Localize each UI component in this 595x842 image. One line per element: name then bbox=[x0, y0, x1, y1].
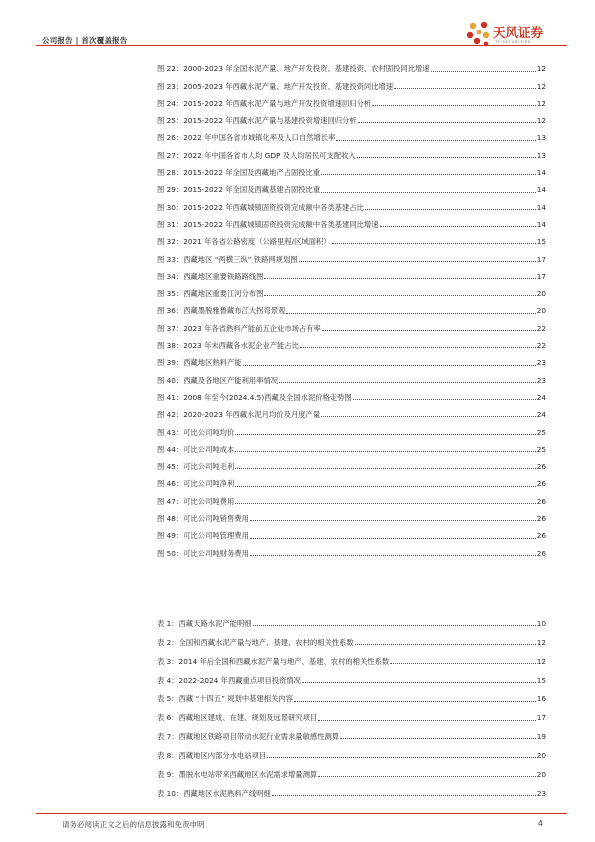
brand-name: 天风证券 bbox=[493, 25, 544, 40]
toc-entry-table-5[interactable] bbox=[157, 685, 546, 704]
toc-page-number: 17 bbox=[536, 271, 546, 281]
toc-page-number: 17 bbox=[536, 713, 546, 723]
dot-leader bbox=[279, 382, 536, 383]
toc-page-number: 15 bbox=[536, 675, 546, 685]
toc-page-number: 14 bbox=[536, 168, 546, 178]
toc-entry-figure-23[interactable] bbox=[157, 73, 546, 90]
dot-leader bbox=[318, 720, 536, 721]
dot-leader bbox=[340, 738, 536, 739]
toc-page-number: 26 bbox=[536, 531, 546, 541]
toc-entry-figure-22[interactable] bbox=[157, 56, 546, 73]
dot-leader bbox=[250, 555, 536, 556]
toc-page-number: 25 bbox=[536, 444, 546, 454]
toc-entry-figure-46[interactable] bbox=[157, 471, 546, 488]
toc-title: 表 9：墨脱水电站带来西藏地区水泥需求增量测算 bbox=[157, 770, 318, 780]
footer-disclaimer: 请务必阅读正文之后的信息披露和免责申明 bbox=[62, 820, 205, 829]
toc-title: 图 28：2015-2022 年全国及西藏地产占固投比重 bbox=[157, 168, 321, 178]
toc-page-number: 19 bbox=[536, 732, 546, 742]
toc-title: 图 24：2015-2022 年西藏水泥产量与地产开发投资增速回归分析 bbox=[157, 98, 372, 108]
toc-entry-figure-26[interactable] bbox=[157, 125, 546, 142]
toc-page-number: 12 bbox=[536, 64, 546, 74]
toc-page-number: 20 bbox=[536, 306, 546, 316]
toc-title: 图 23：2005-2023 年西藏水泥产量、地产开发投资、基建投资同比增速 bbox=[157, 81, 394, 91]
dot-leader bbox=[390, 663, 536, 664]
toc-title: 图 35：西藏地区重要江河分布图 bbox=[157, 289, 264, 299]
dot-leader bbox=[302, 682, 536, 683]
toc-title: 表 8：西藏地区内部分水电站项目 bbox=[157, 751, 267, 761]
dot-leader bbox=[321, 174, 536, 175]
brand-logo-icon bbox=[466, 20, 492, 48]
toc-title: 图 46：可比公司吨净利 bbox=[157, 479, 235, 489]
toc-entry-figure-47[interactable] bbox=[157, 488, 546, 505]
toc-title: 表 2：全国和西藏水泥产量与地产、基建、农村的相关性系数 bbox=[157, 637, 354, 647]
toc-page-number: 26 bbox=[536, 462, 546, 472]
footer-divider bbox=[36, 813, 567, 814]
toc-title: 表 1：西藏天路水泥产能明细 bbox=[157, 618, 252, 628]
toc-page-number: 16 bbox=[536, 694, 546, 704]
toc-entry-figure-41[interactable] bbox=[157, 385, 546, 402]
dot-leader bbox=[332, 243, 536, 244]
figure-list bbox=[157, 56, 546, 558]
toc-entry-figure-40[interactable] bbox=[157, 367, 546, 384]
toc-entry-table-8[interactable] bbox=[157, 741, 546, 760]
toc-title: 表 5：西藏 “十四五” 规划中基建相关内容 bbox=[157, 694, 293, 704]
dot-leader bbox=[394, 88, 536, 89]
toc-entry-table-1[interactable] bbox=[157, 609, 546, 628]
toc-title: 图 47：可比公司吨费用 bbox=[157, 496, 235, 506]
dot-leader bbox=[380, 226, 536, 227]
toc-entry-table-7[interactable] bbox=[157, 722, 546, 741]
toc-page-number: 26 bbox=[536, 496, 546, 506]
dot-leader bbox=[235, 486, 535, 487]
toc-page-number: 26 bbox=[536, 514, 546, 524]
toc-page-number: 20 bbox=[536, 770, 546, 780]
dot-leader bbox=[267, 757, 536, 758]
toc-page-number: 26 bbox=[536, 479, 546, 489]
dot-leader bbox=[318, 776, 536, 777]
toc-title: 图 39：西藏地区熟料产能 bbox=[157, 358, 242, 368]
toc-entry-figure-27[interactable] bbox=[157, 142, 546, 159]
toc-entry-table-9[interactable] bbox=[157, 760, 546, 779]
toc-title: 表 6：西藏地区建成、在建、规划及远景研究项目 bbox=[157, 713, 318, 723]
toc-title: 图 48：可比公司吨销售费用 bbox=[157, 514, 249, 524]
toc-page-number: 20 bbox=[536, 289, 546, 299]
toc-title: 图 29：2015-2022 年全国及西藏基建占固投比重 bbox=[157, 185, 321, 195]
toc-page-number: 17 bbox=[536, 254, 546, 264]
toc-page-number: 12 bbox=[536, 656, 546, 666]
dot-leader bbox=[264, 295, 535, 296]
dot-leader bbox=[294, 701, 536, 702]
toc-title: 图 42：2020-2023 年西藏水泥月均价及月度产量 bbox=[157, 410, 321, 420]
dot-leader bbox=[358, 122, 536, 123]
dot-leader bbox=[253, 625, 536, 626]
toc-title: 图 26：2022 年中国各省市城镇化率及人口自然增长率 bbox=[157, 133, 336, 143]
toc-page-number: 12 bbox=[536, 98, 546, 108]
dot-leader bbox=[322, 330, 536, 331]
dot-leader bbox=[431, 71, 536, 72]
dot-leader bbox=[264, 278, 535, 279]
toc-title: 图 43：可比公司吨均价 bbox=[157, 427, 235, 437]
toc-title: 图 27：2022 年中国各省市人均 GDP 及人均居民可支配收入 bbox=[157, 150, 356, 160]
toc-title: 图 32：2021 年各省公路密度（公路里程/区域面积） bbox=[157, 237, 331, 247]
toc-entry-figure-36[interactable] bbox=[157, 298, 546, 315]
table-list bbox=[157, 609, 546, 798]
toc-page-number: 23 bbox=[536, 788, 546, 798]
toc-entry-figure-44[interactable] bbox=[157, 437, 546, 454]
header-divider bbox=[36, 45, 567, 46]
toc-entry-table-2[interactable] bbox=[157, 628, 546, 647]
toc-title: 图 49：可比公司吨管理费用 bbox=[157, 531, 249, 541]
dot-leader bbox=[353, 399, 536, 400]
toc-title: 表 3：2014 年后全国和西藏水泥产量与地产、基建、农村的相关性系数 bbox=[157, 656, 390, 666]
toc-title: 图 41：2008 年至今(2024.4.5)西藏及全国水泥价格走势图 bbox=[157, 392, 352, 402]
toc-entry-figure-24[interactable] bbox=[157, 91, 546, 108]
toc-entry-figure-38[interactable] bbox=[157, 333, 546, 350]
toc-entry-figure-39[interactable] bbox=[157, 350, 546, 367]
toc-title: 图 31：2015-2022 年西藏城镇固资投资完成额中各类基建同比增速 bbox=[157, 219, 379, 229]
page-number: 4 bbox=[538, 819, 543, 828]
toc-page-number: 14 bbox=[536, 219, 546, 229]
toc-entry-figure-33[interactable] bbox=[157, 246, 546, 263]
dot-leader bbox=[235, 451, 535, 452]
dot-leader bbox=[250, 538, 536, 539]
toc-title: 表 10：西藏地区水泥熟料产线明细 bbox=[157, 788, 271, 798]
toc-page-number: 14 bbox=[536, 185, 546, 195]
dot-leader bbox=[243, 365, 536, 366]
toc-title: 图 36：西藏墨脱雅鲁藏布江大拐弯景观 bbox=[157, 306, 286, 316]
toc-page-number: 22 bbox=[536, 323, 546, 333]
dot-leader bbox=[235, 503, 535, 504]
toc-page-number: 22 bbox=[536, 341, 546, 351]
toc-page-number: 13 bbox=[536, 133, 546, 143]
toc-title: 图 45：可比公司吨毛利 bbox=[157, 462, 235, 472]
toc-page-number: 12 bbox=[536, 637, 546, 647]
toc-page-number: 12 bbox=[536, 81, 546, 91]
dot-leader bbox=[235, 468, 535, 469]
toc-title: 图 37：2023 年各省熟料产能前五企业市场占有率 bbox=[157, 323, 321, 333]
toc-title: 图 25：2015-2022 年西藏水泥产量与基建投资增速回归分析 bbox=[157, 116, 357, 126]
toc-page-number: 20 bbox=[536, 751, 546, 761]
dot-leader bbox=[286, 313, 535, 314]
dot-leader bbox=[272, 795, 536, 796]
toc-entry-table-6[interactable] bbox=[157, 703, 546, 722]
toc-entry-figure-45[interactable] bbox=[157, 454, 546, 471]
toc-title: 图 40：西藏及各地区产能利用率情况 bbox=[157, 375, 279, 385]
toc-title: 图 44：可比公司吨成本 bbox=[157, 444, 235, 454]
toc-page-number: 26 bbox=[536, 548, 546, 558]
dot-leader bbox=[300, 347, 536, 348]
report-type-label: 公司报告 | 首次覆盖报告 bbox=[42, 36, 128, 45]
toc-page-number: 25 bbox=[536, 427, 546, 437]
toc-entry-figure-43[interactable] bbox=[157, 419, 546, 436]
toc-title: 图 30：2015-2022 年西藏城镇固资投资完成额中各类基建占比 bbox=[157, 202, 364, 212]
toc-title: 表 7：西藏地区铁路项目带动水泥行业需求量敏感性测算 bbox=[157, 732, 340, 742]
dot-leader bbox=[299, 261, 536, 262]
toc-page-number: 14 bbox=[536, 202, 546, 212]
toc-entry-figure-42[interactable] bbox=[157, 402, 546, 419]
toc-entry-figure-28[interactable] bbox=[157, 160, 546, 177]
dot-leader bbox=[321, 192, 536, 193]
toc-entry-figure-37[interactable] bbox=[157, 315, 546, 332]
toc-entry-figure-34[interactable] bbox=[157, 264, 546, 281]
toc-entry-table-4[interactable] bbox=[157, 666, 546, 685]
dot-leader bbox=[235, 434, 535, 435]
toc-entry-table-10[interactable] bbox=[157, 779, 546, 798]
brand-subtitle: TF SECURITIES bbox=[495, 39, 531, 44]
dot-leader bbox=[365, 209, 536, 210]
toc-title: 图 33：西藏地区 “两横三纵” 铁路网规划图 bbox=[157, 254, 298, 264]
toc-entry-figure-30[interactable] bbox=[157, 194, 546, 211]
toc-title: 图 22：2000-2023 年全国水泥产量、地产开发投资、基建投资、农村固投同比增速 bbox=[157, 64, 430, 74]
toc-page-number: 23 bbox=[536, 358, 546, 368]
toc-page-number: 23 bbox=[536, 375, 546, 385]
dot-leader bbox=[372, 105, 535, 106]
dot-leader bbox=[250, 520, 536, 521]
toc-entry-figure-48[interactable] bbox=[157, 506, 546, 523]
toc-page-number: 24 bbox=[536, 392, 546, 402]
toc-entry-table-3[interactable] bbox=[157, 647, 546, 666]
toc-page-number: 15 bbox=[536, 237, 546, 247]
toc-entry-figure-50[interactable] bbox=[157, 540, 546, 557]
toc-page-number: 10 bbox=[536, 618, 546, 628]
toc-entry-figure-25[interactable] bbox=[157, 108, 546, 125]
dot-leader bbox=[357, 157, 536, 158]
toc-title: 图 38：2023 年末西藏各水泥企业产能占比 bbox=[157, 341, 299, 351]
dot-leader bbox=[336, 140, 535, 141]
toc-page-number: 24 bbox=[536, 410, 546, 420]
toc-title: 表 4：2022-2024 年西藏重点项目投资情况 bbox=[157, 675, 301, 685]
toc-entry-figure-32[interactable] bbox=[157, 229, 546, 246]
toc-page-number: 12 bbox=[536, 116, 546, 126]
toc-entry-figure-35[interactable] bbox=[157, 281, 546, 298]
toc-title: 图 34：西藏地区重要铁路路线图 bbox=[157, 271, 264, 281]
toc-entry-figure-31[interactable] bbox=[157, 212, 546, 229]
dot-leader bbox=[321, 416, 536, 417]
toc-entry-figure-49[interactable] bbox=[157, 523, 546, 540]
toc-title: 图 50：可比公司吨财务费用 bbox=[157, 548, 249, 558]
toc-entry-figure-29[interactable] bbox=[157, 177, 546, 194]
dot-leader bbox=[355, 644, 536, 645]
toc-page-number: 13 bbox=[536, 150, 546, 160]
